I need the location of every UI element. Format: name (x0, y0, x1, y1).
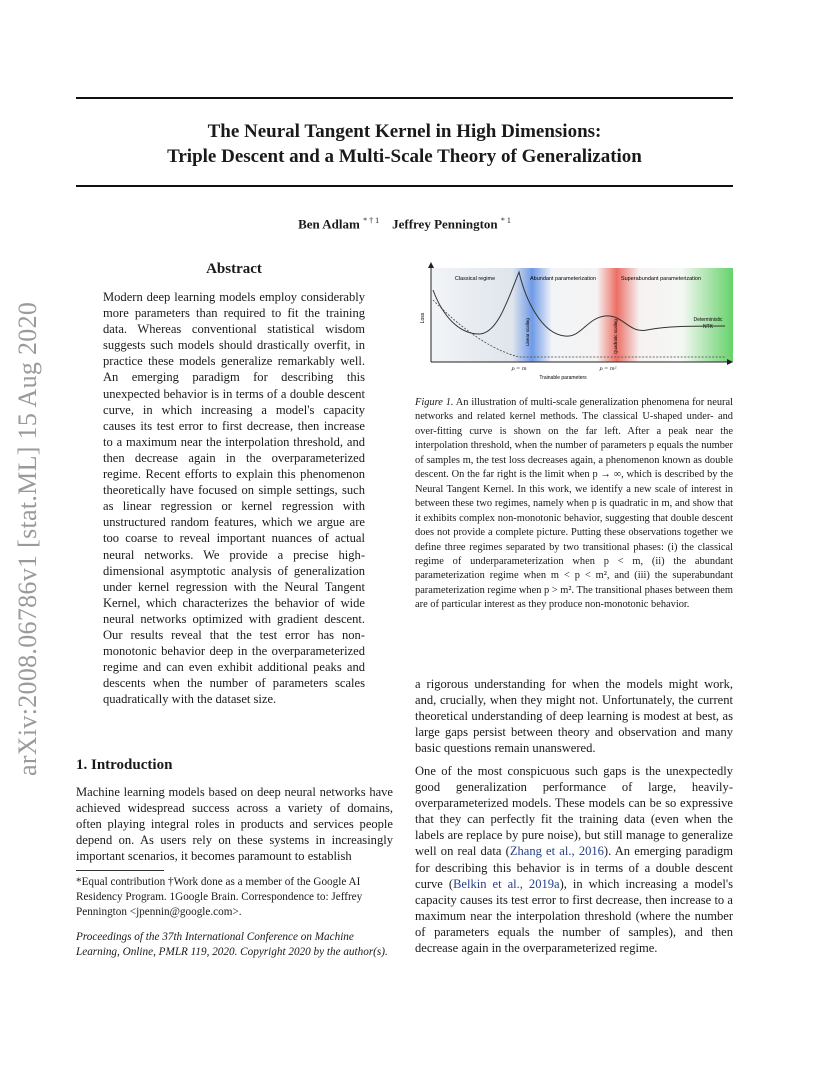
caption-label: Figure 1. (415, 397, 454, 408)
regime-label-superabundant: Superabundant parameterization (620, 276, 702, 282)
figure-caption (415, 396, 733, 613)
title-bottom-rule (76, 185, 733, 187)
author-marks: * † 1 (363, 216, 380, 225)
tick-label-pm2: p = m² (599, 366, 617, 372)
proceedings-note: Proceedings of the 37th International Conference on Machine Learning, Online, PMLR 119, 2020. Copyright 2020 by the author(s). (76, 931, 388, 958)
author-list (76, 216, 733, 232)
regime-label-abundant: Abundant parameterization (529, 276, 597, 282)
y-axis-label: Loss (420, 312, 426, 324)
paragraph-text: ). An emerging paradigm for describing this behavior is in terms of a double descent curve ( (415, 844, 733, 891)
intro-paragraph-continued: a rigorous understanding for when the models might work, and, crucially, when they might not. Unfortunately, the current theoretical understanding of deep learning is modest at best, as large gaps persist between theory and observation and many basic questions remain unanswered. (415, 677, 733, 756)
abstract-text: Modern deep learning models employ considerably more parameters than required to fit the training data. Whereas conventional statistical wisdom suggests such models should drastically overfit, in practice these models generalize remarkably well. An emerging paradigm for describing this unexpected behavior is in terms of a double descent curve, in which increasing a model's capacity causes its test error to first decrease, then increase to a maximum near the interpolation threshold, and then decrease again in the overparameterized regime. Recent efforts to explain this phenomenon theoretically have focused on simple settings, such as linear regression or kernel regression with unstructured random features, which we argue are too coarse to reveal important nuances of actual neural networks. We provide a precise high-dimensional asymptotic analysis of generalization under kernel regression with the Neural Tangent Kernel, which characterizes the behavior of wide neural networks optimized with gradient descent. Our results reveal that the test error has non-monotonic behavior deep in the overparameterized regime and can even exhibit additional peaks and descents when the number of parameters scales quadratically with the dataset size. (103, 290, 365, 707)
ntk-label-line-1: Deterministic (693, 317, 723, 323)
paper-title (76, 119, 733, 169)
regime-label-classical: Classical regime (454, 276, 496, 282)
paragraph-text: One of the most conspicuous such gaps is the unexpectedly good generalization performance of large, heavily-overparameterized models. These models can be so expressive that they can perfectly fit the training data (even when the labels are replace by pure noise), but still manage to generalize well on real data ( (415, 764, 733, 859)
citation-link[interactable]: Zhang et al., 2016 (509, 844, 604, 859)
band-label-quadratic: Quadratic scaling (613, 319, 618, 354)
abstract-heading: Abstract (206, 261, 262, 277)
author-marks: * 1 (500, 216, 511, 225)
tick-label-pm: p = m (511, 366, 527, 372)
title-line-1: The Neural Tangent Kernel in High Dimensions: (207, 121, 602, 142)
section-heading: 1. Introduction (76, 757, 173, 773)
footnote-rule (76, 870, 164, 871)
y-axis-arrow (428, 262, 434, 268)
band-label-linear: Linear scaling (525, 318, 530, 346)
title-line-2: Triple Descent and a Multi-Scale Theory of Generalization (167, 146, 642, 167)
ntk-label-line-2: NTK (703, 324, 713, 330)
paragraph-text: ), in which increasing a model's capacity causes its test error to first decrease, then increase to a maximum near the interpolation threshold (where the number of parameters equals the number of samples), and then decrease again in the overparameterized regime. (415, 876, 733, 956)
caption-text: An illustration of multi-scale generalization phenomena for neural networks and related kernel methods. The classical U-shaped under- and over-fitting curve is shown on the far left. After a peak near the interpolation threshold, when the number of parameters p equals the number of samples m, the test loss decreases again, a phenomenon known as double descent. On the far right is the limit when p → ∞, which is described by the Neural Tangent Kernel. In this work, we identify a new scale of interest in between these two regimes, namely when p is quadratic in m, and show that it exhibits complex non-monotonic behavior, suggesting that double descent does not provide a complete picture. Putting these observations together we define three regimes separated by two transitional phases: (i) the classical regime of underparameterization when p < m, (ii) the abundant parameterization regime when m < p < m², and (iii) the superabundant parameterization regime when p > m². The transitional phases between them are of particular interest as they produce non-monotonic behavior. (415, 397, 733, 611)
intro-paragraph-2 (415, 763, 733, 956)
x-axis-label: Trainable parameters (539, 375, 587, 381)
figure-1 (415, 262, 733, 386)
intro-paragraph: Machine learning models based on deep neural networks have achieved widespread success across a variety of domains, often playing integral roles in products and services people depend on. As users rely on these systems in increasingly important scenarios, it becomes paramount to establish (76, 785, 393, 864)
citation-link[interactable]: Belkin et al., 2019a (453, 876, 560, 891)
arxiv-identifier: arXiv:2008.06786v1 [stat.ML] 15 Aug 2020 (13, 301, 42, 776)
footnote: *Equal contribution †Work done as a member of the Google AI Residency Program. 1Google Brain. Correspondence to: Jeffrey Pennington <jpennin@google.com>. (76, 876, 363, 918)
author-name: Ben Adlam (298, 216, 360, 232)
regime-background (431, 268, 733, 362)
author-name: Jeffrey Pennington (392, 216, 498, 232)
top-rule (76, 97, 733, 99)
